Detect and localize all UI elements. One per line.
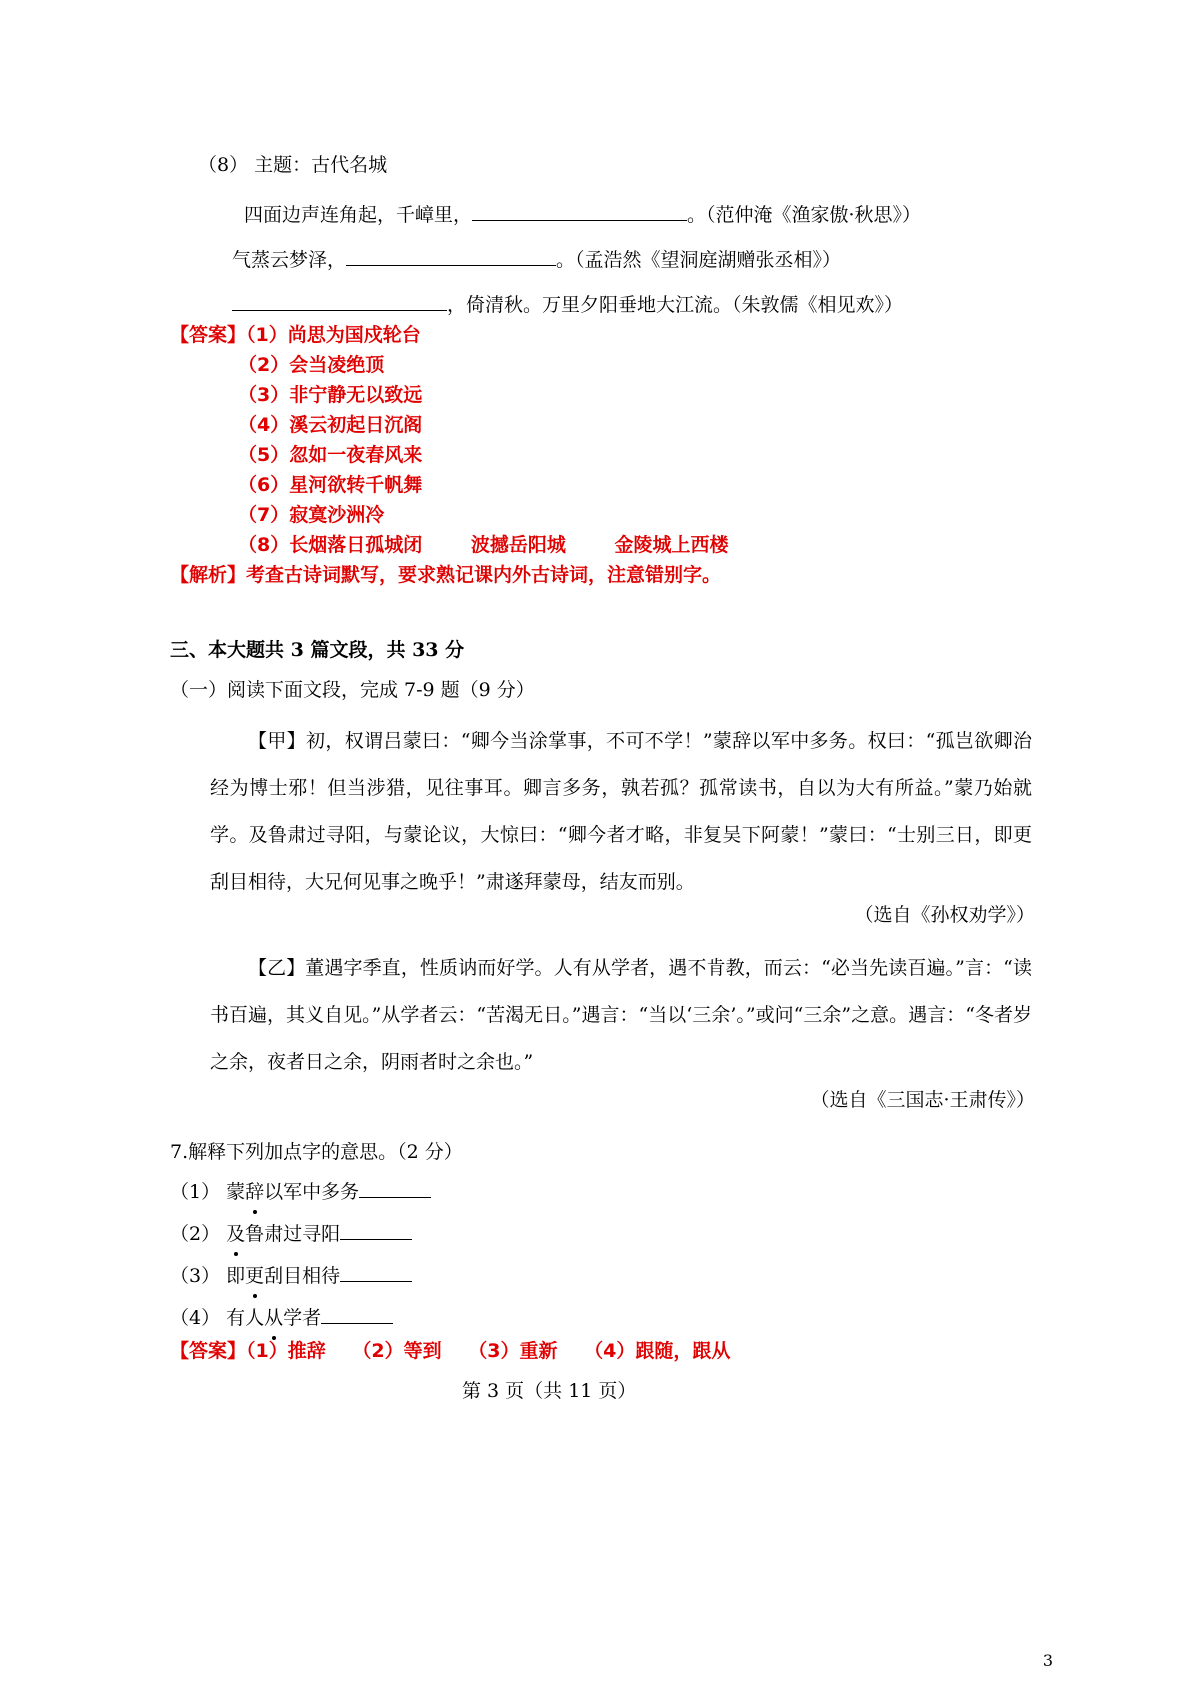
q8-label: （8） (198, 154, 249, 176)
q7-item-num: （1） (170, 1181, 221, 1203)
answer-blank[interactable] (321, 1303, 393, 1324)
answer-item: （5）忽如一夜春风来 (238, 444, 423, 466)
q7-item-pre: 蒙 (226, 1181, 246, 1203)
answer-blank[interactable] (359, 1177, 431, 1198)
section-3-sub: （一）阅读下面文段，完成 7-9 题（9 分） (170, 679, 535, 701)
analysis-text: 考查古诗词默写，要求熟记课内外古诗词，注意错别字。 (246, 564, 722, 586)
passage-a-source: （选自《孙权劝学》） (854, 904, 1035, 926)
q7-answer: （4）跟随，跟从 (584, 1340, 731, 1362)
answer-8-part: 波撼岳阳城 (470, 534, 566, 556)
q7-item-num: （2） (170, 1223, 221, 1245)
q8-line-1 (244, 200, 921, 230)
q8-line-2 (232, 245, 841, 275)
q7-answer: （1）推辞 (246, 1340, 326, 1362)
q7-item-post: 学者 (283, 1307, 322, 1329)
q7-item (170, 1303, 393, 1333)
q7-dotted-char: 及 (226, 1219, 245, 1249)
answer-blank[interactable] (340, 1261, 412, 1282)
q7-item-num: （4） (170, 1307, 221, 1329)
answer-item-8 (238, 530, 729, 560)
answers-first-line (170, 320, 421, 350)
q7-item-post: 鲁肃过寻阳 (245, 1223, 341, 1245)
q7-dotted-char: 辞 (245, 1177, 264, 1207)
answer-item: （1）尚思为国戍轮台 (246, 324, 421, 346)
q7-dotted-char: 更 (245, 1261, 264, 1291)
passage-b: 【乙】董遇字季直，性质讷而好学。人有从学者，遇不肯教，而云：“必当先读百遍。”言：“读书百遍，其义自见。”从学者云：“苦渴无日。”遇言：“当以‘三余’。”或问“三余”之意。遇言：“冬者岁之余，夜者日之余，阴雨者时之余也。” (210, 957, 1032, 1073)
answer-item: （3）非宁静无以致远 (238, 384, 423, 406)
q8-heading (198, 150, 387, 180)
q7-title: 7.解释下列加点字的意思。（2 分） (170, 1141, 463, 1163)
q8-line1-pre: 四面边声连角起，千嶂里， (244, 204, 473, 226)
q8-topic: 主题：古代名城 (254, 154, 388, 176)
answer-blank[interactable] (232, 290, 447, 311)
passage-a: 【甲】初，权谓吕蒙曰：“卿今当涂掌事，不可不学！”蒙辞以军中多务。权曰：“孤岂欲卿治经为博士邪！但当涉猎，见往事耳。卿言多务，孰若孤？孤常读书，自以为大有所益。”蒙乃始就学。及鲁肃过寻阳，与蒙论议，大惊曰：“卿今者才略，非复吴下阿蒙！”蒙曰：“士别三日，即更刮目相待，大兄何见事之晚乎！”肃遂拜蒙母，结友而别。 (210, 730, 1032, 893)
answer-blank[interactable] (346, 245, 556, 266)
q7-item-pre: 即 (226, 1265, 246, 1287)
q7-answer: （2）等到 (352, 1340, 442, 1362)
page-footer: 第 3 页（共 11 页） (462, 1380, 637, 1402)
q7-item (170, 1261, 412, 1291)
q7-item-post: 刮目相待 (264, 1265, 341, 1287)
q7-answer: （3）重新 (468, 1340, 558, 1362)
q7-item (170, 1177, 431, 1207)
q7-answer-tag: 【答案】 (170, 1340, 247, 1362)
q8-line-3 (232, 290, 903, 320)
answer-blank[interactable] (472, 200, 687, 221)
q7-item-num: （3） (170, 1265, 221, 1287)
answer-item: （6）星河欲转千帆舞 (238, 474, 423, 496)
analysis-tag: 【解析】 (170, 564, 247, 586)
answer-tag: 【答案】 (170, 324, 247, 346)
q7-item-pre: 有人 (226, 1307, 265, 1329)
answer-item: （4）溪云初起日沉阁 (238, 414, 423, 436)
q7-dotted-char: 从 (264, 1303, 283, 1333)
analysis-line (170, 560, 721, 590)
q8-line3-post: ，倚清秋。万里夕阳垂地大江流。（朱敦儒《相见欢》） (447, 294, 904, 316)
section-3-title: 三、本大题共 3 篇文段，共 33 分 (170, 639, 465, 661)
answer-8-part: （8）长烟落日孤城闭 (238, 534, 423, 556)
passage-b-source: （选自《三国志·王肃传》） (810, 1089, 1035, 1111)
q8-line1-post: 。（范仲淹《渔家傲·秋思》） (687, 204, 922, 226)
q7-item (170, 1219, 412, 1249)
answer-item: （7）寂寞沙洲冷 (238, 504, 385, 526)
q7-answers (170, 1336, 730, 1366)
answer-blank[interactable] (340, 1219, 412, 1240)
answer-item: （2）会当凌绝顶 (238, 354, 385, 376)
corner-page-number: 3 (1042, 1651, 1053, 1670)
answer-8-part: 金陵城上西楼 (614, 534, 729, 556)
q8-line2-pre: 气蒸云梦泽， (232, 249, 347, 271)
q8-line2-post: 。（孟浩然《望洞庭湖赠张丞相》） (556, 249, 842, 271)
q7-item-post: 以军中多务 (264, 1181, 360, 1203)
